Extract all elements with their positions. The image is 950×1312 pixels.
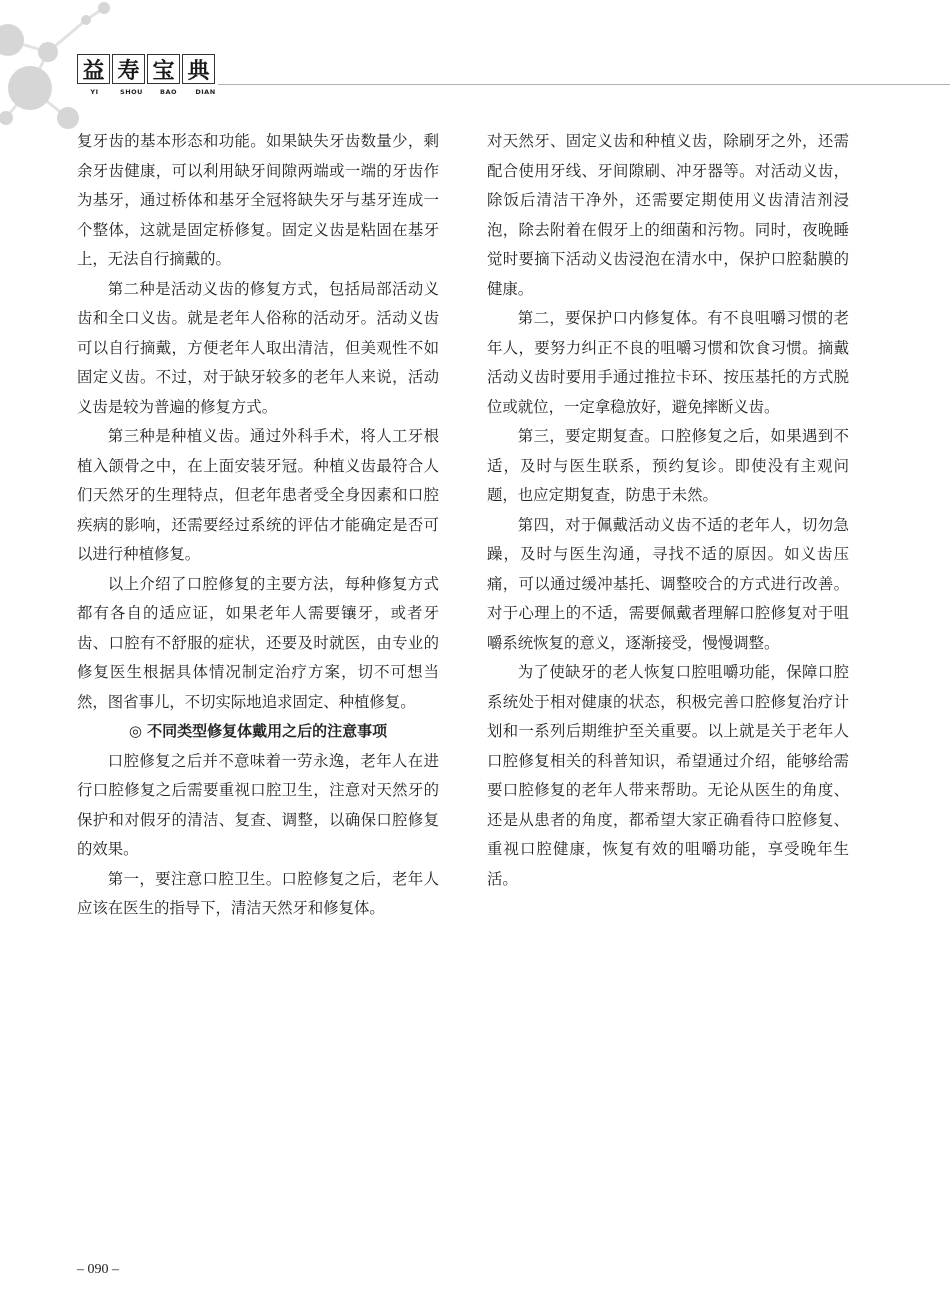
paragraph: 第四，对于佩戴活动义齿不适的老年人，切勿急躁，及时与医生沟通，寻找不适的原因。如义齿压痛，可以通过缓冲基托、调整咬合的方式进行改善。对于心理上的不适，需要佩戴者理解口腔修复对于咀嚼系统恢复的意义，逐渐接受，慢慢调整。: [487, 515, 849, 652]
section-heading: ◎ 不同类型修复体戴用之后的注意事项: [128, 722, 388, 740]
paragraph: 为了使缺牙的老人恢复口腔咀嚼功能，保障口腔系统处于相对健康的状态，积极完善口腔修复治疗计划和一系列后期维护至关重要。以上就是关于老年人口腔修复相关的科普知识，希望通过介绍，能够给需要口腔修复的老年人带来帮助。无论从医生的角度、还是从患者的角度，都希望大家正确看待口腔修复、重视口腔健康，恢复有效的咀嚼功能，享受晚年生活。: [487, 663, 849, 888]
logo-char: 典: [182, 54, 215, 84]
logo-pinyin-syllable: BAO: [159, 88, 177, 96]
page-number: – 090 –: [77, 1262, 119, 1277]
logo-pinyin-syllable: SHOU: [120, 88, 143, 96]
paragraph: 对天然牙、固定义齿和种植义齿，除刷牙之外，还需配合使用牙线、牙间隙刷、冲牙器等。对活动义齿，除饭后清洁干净外，还需要定期使用义齿清洁剂浸泡，除去附着在假牙上的细菌和污物。同时，夜晚睡觉时要摘下活动义齿浸泡在清水中，保护口腔黏膜的健康。: [487, 132, 849, 298]
paragraph: 第二种是活动义齿的修复方式，包括局部活动义齿和全口义齿。就是老年人俗称的活动牙。活动义齿可以自行摘戴，方便老年人取出清洁，但美观性不如固定义齿。不过，对于缺牙较多的老年人来说，活动义齿是较为普遍的修复方式。: [77, 279, 439, 416]
logo-char: 宝: [147, 54, 180, 84]
logo-pinyin-syllable: YI: [90, 88, 99, 96]
header-rule: [218, 84, 950, 85]
logo-pinyin-syllable: DIAN: [195, 88, 216, 96]
paragraph: 第二，要保护口内修复体。有不良咀嚼习惯的老年人，要努力纠正不良的咀嚼习惯和饮食习惯。摘戴活动义齿时要用手通过推拉卡环、按压基托的方式脱位或就位，一定拿稳放好，避免摔断义齿。: [487, 309, 849, 416]
logo-pinyin: [77, 88, 223, 96]
magazine-logo: [77, 54, 223, 96]
logo-char: 益: [77, 54, 110, 84]
left-column: [77, 127, 439, 924]
paragraph: 第三，要定期复查。口腔修复之后，如果遇到不适，及时与医生联系，预约复诊。即使没有主观问题，也应定期复查，防患于未然。: [487, 427, 849, 504]
paragraph: 口腔修复之后并不意味着一劳永逸，老年人在进行口腔修复之后需要重视口腔卫生，注意对天然牙的保护和对假牙的清洁、复查、调整，以确保口腔修复的效果。: [77, 751, 439, 858]
paragraph: 第一，要注意口腔卫生。口腔修复之后，老年人应该在医生的指导下，清洁天然牙和修复体。: [77, 869, 439, 917]
paragraph: 以上介绍了口腔修复的主要方法，每种修复方式都有各自的适应证，如果老年人需要镶牙，或者牙齿、口腔有不舒服的症状，还要及时就医，由专业的修复医生根据具体情况制定治疗方案，切不可想当然，图省事儿，不切实际地追求固定、种植修复。: [77, 574, 439, 711]
paragraph: 第三种是种植义齿。通过外科手术，将人工牙根植入颌骨之中，在上面安装牙冠。种植义齿最符合人们天然牙的生理特点，但老年患者受全身因素和口腔疾病的影响，还需要经过系统的评估才能确定是否可以进行种植修复。: [77, 427, 439, 563]
paragraph: 复牙齿的基本形态和功能。如果缺失牙齿数量少，剩余牙齿健康，可以利用缺牙间隙两端或一端的牙齿作为基牙，通过桥体和基牙全冠将缺失牙与基牙连成一个整体，这就是固定桥修复。固定义齿是粘固在基牙上，无法自行摘戴的。: [77, 132, 439, 268]
right-column: [487, 127, 849, 894]
logo-char: 寿: [112, 54, 145, 84]
